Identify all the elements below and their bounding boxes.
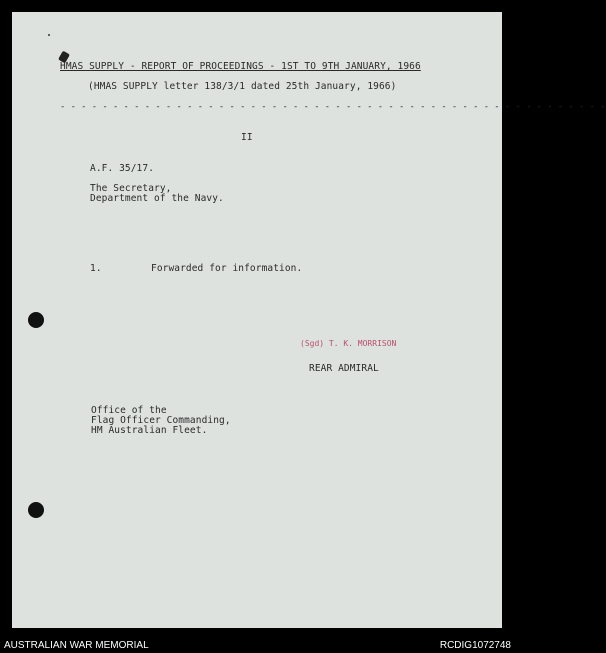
office-line-1: Office of the: [91, 405, 167, 416]
footer-record-id: RCDIG1072748: [439, 640, 511, 651]
office-line-2: Flag Officer Commanding,: [91, 415, 231, 426]
report-heading: HMAS SUPPLY - REPORT OF PROCEEDINGS - 1ST TO 9TH JANUARY, 1966: [60, 61, 421, 72]
report-subheading: (HMAS SUPPLY letter 138/3/1 dated 25th January, 1966): [88, 81, 397, 92]
punch-hole-top: [28, 312, 44, 328]
file-reference: A.F. 35/17.: [90, 163, 155, 174]
addressee-line-2: Department of the Navy.: [90, 193, 224, 204]
item-number: 1.: [90, 263, 102, 274]
ink-speck: [48, 34, 50, 36]
office-line-3: HM Australian Fleet.: [91, 425, 208, 436]
signature: (Sgd) T. K. MORRISON: [300, 339, 397, 348]
addressee-line-1: The Secretary,: [90, 183, 172, 194]
section-number: II: [241, 132, 253, 143]
item-text: Forwarded for information.: [151, 263, 303, 274]
punch-hole-bottom: [28, 502, 44, 518]
document-page: [12, 12, 606, 628]
signatory-title: REAR ADMIRAL: [309, 363, 379, 374]
footer-source: AUSTRALIAN WAR MEMORIAL: [4, 640, 149, 651]
dashed-rule: - - - - - - - - - - - - - - - - - - - - - - - - - - - - - - - - - - - - - - - - - - - - - - - - - - - -: [60, 102, 606, 112]
